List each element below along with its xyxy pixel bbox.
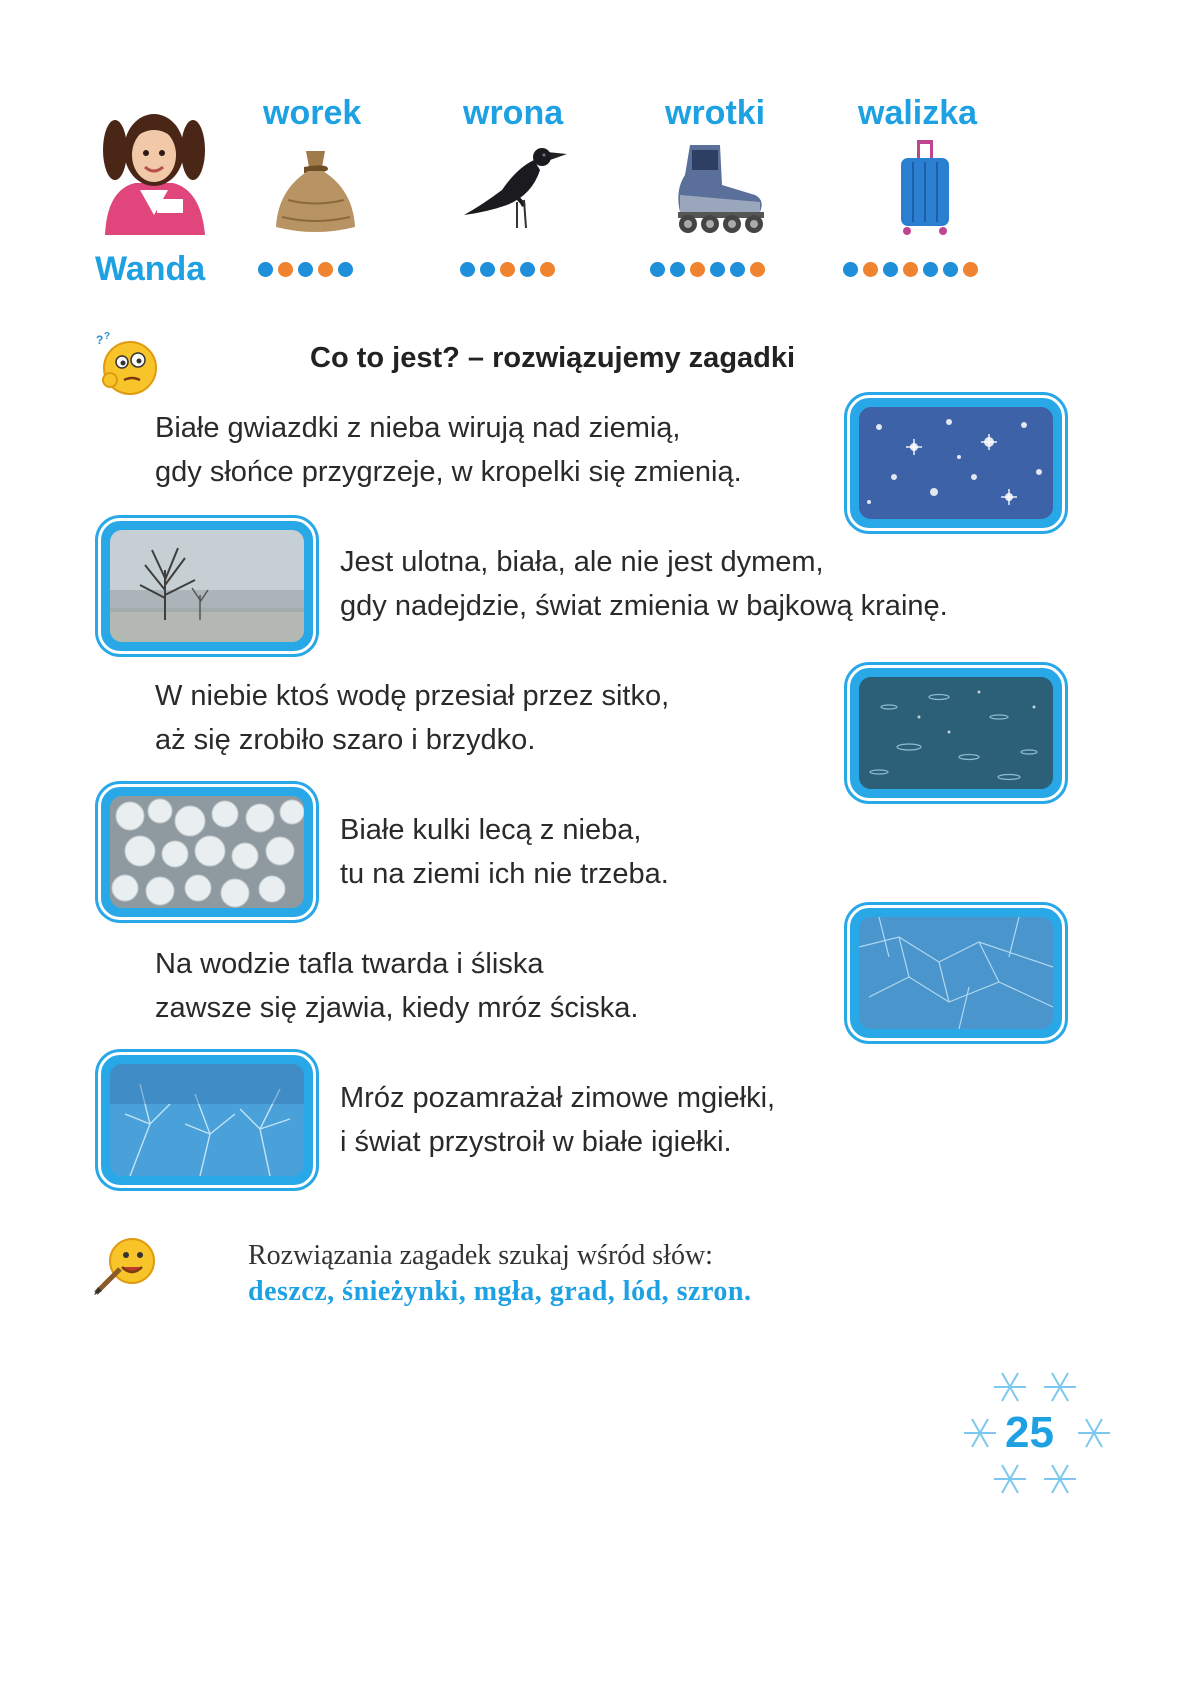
child-name: Wanda <box>95 250 206 288</box>
svg-text:?: ? <box>96 333 104 347</box>
hint-text: Rozwiązania zagadek szukaj wśród słów: <box>248 1240 713 1271</box>
syllable-dot <box>318 262 333 277</box>
riddle-3-text <box>155 674 669 762</box>
riddle-line: aż się zrobiło szaro i brzydko. <box>155 724 536 756</box>
ice-photo <box>847 905 1065 1041</box>
riddle-line: gdy nadejdzie, świat zmienia w bajkową krainę. <box>340 590 948 622</box>
syllable-dot <box>278 262 293 277</box>
riddle-line: Na wodzie tafla twarda i śliska <box>155 948 544 980</box>
syllable-dot <box>298 262 313 277</box>
section-heading: Co to jest? – rozwiązujemy zagadki <box>310 342 796 374</box>
riddle-2-text <box>340 540 948 628</box>
syllable-dots-worek <box>258 262 353 280</box>
syllable-dot <box>460 262 475 277</box>
thinking-emoji-icon <box>92 330 160 398</box>
rain-photo <box>847 665 1065 801</box>
syllable-dot <box>963 262 978 277</box>
riddle-line: zawsze się zjawia, kiedy mróz ściska. <box>155 992 639 1024</box>
riddle-line: Mróz pozamrażał zimowe mgiełki, <box>340 1082 776 1114</box>
syllable-dots-walizka <box>843 262 978 280</box>
syllable-dot <box>863 262 878 277</box>
syllable-dot <box>923 262 938 277</box>
syllable-dot <box>480 262 495 277</box>
syllable-dot <box>258 262 273 277</box>
suitcase-icon <box>895 138 955 238</box>
syllable-dot <box>730 262 745 277</box>
riddle-line: Białe kulki lecą z nieba, <box>340 814 642 846</box>
word-worek: worek <box>263 94 362 132</box>
syllable-dot <box>520 262 535 277</box>
syllable-dot <box>903 262 918 277</box>
syllable-dots-wrona <box>460 262 555 280</box>
word-wrotki: wrotki <box>665 94 766 132</box>
rollerskate-icon <box>660 140 775 235</box>
answers-text: deszcz, śnieżynki, mgła, grad, lód, szron. <box>248 1276 752 1307</box>
fog-photo <box>98 518 316 654</box>
syllable-dot <box>750 262 765 277</box>
frost-photo <box>98 1052 316 1188</box>
riddle-line: W niebie ktoś wodę przesiał przez sitko, <box>155 680 670 712</box>
girl-photo <box>95 95 213 235</box>
syllable-dot <box>710 262 725 277</box>
word-walizka: walizka <box>858 94 978 132</box>
riddle-5-text <box>155 942 638 1030</box>
syllable-dot <box>540 262 555 277</box>
word-wrona: wrona <box>463 94 564 132</box>
riddle-6-text <box>340 1076 775 1164</box>
syllable-dot <box>500 262 515 277</box>
riddle-line: Jest ulotna, biała, ale nie jest dymem, <box>340 546 824 578</box>
riddle-1-text <box>155 406 742 494</box>
riddle-line: Białe gwiazdki z nieba wirują nad ziemią, <box>155 412 681 444</box>
syllable-dot <box>670 262 685 277</box>
svg-text:?: ? <box>104 331 111 342</box>
syllable-dot <box>650 262 665 277</box>
snowflakes-photo <box>847 395 1065 531</box>
hail-photo <box>98 784 316 920</box>
pencil-emoji-icon <box>92 1235 158 1297</box>
riddle-line: gdy słońce przygrzeje, w kropelki się zmienią. <box>155 456 742 488</box>
syllable-dot <box>883 262 898 277</box>
sack-icon <box>268 145 363 235</box>
syllable-dot <box>843 262 858 277</box>
riddle-line: i świat przystroił w białe igiełki. <box>340 1126 732 1158</box>
syllable-dot <box>690 262 705 277</box>
riddle-line: tu na ziemi ich nie trzeba. <box>340 858 669 890</box>
crow-icon <box>462 140 572 235</box>
syllable-dot <box>943 262 958 277</box>
page-number: 25 <box>1005 1408 1054 1457</box>
syllable-dots-wrotki <box>650 262 765 280</box>
syllable-dot <box>338 262 353 277</box>
riddle-4-text <box>340 808 669 896</box>
